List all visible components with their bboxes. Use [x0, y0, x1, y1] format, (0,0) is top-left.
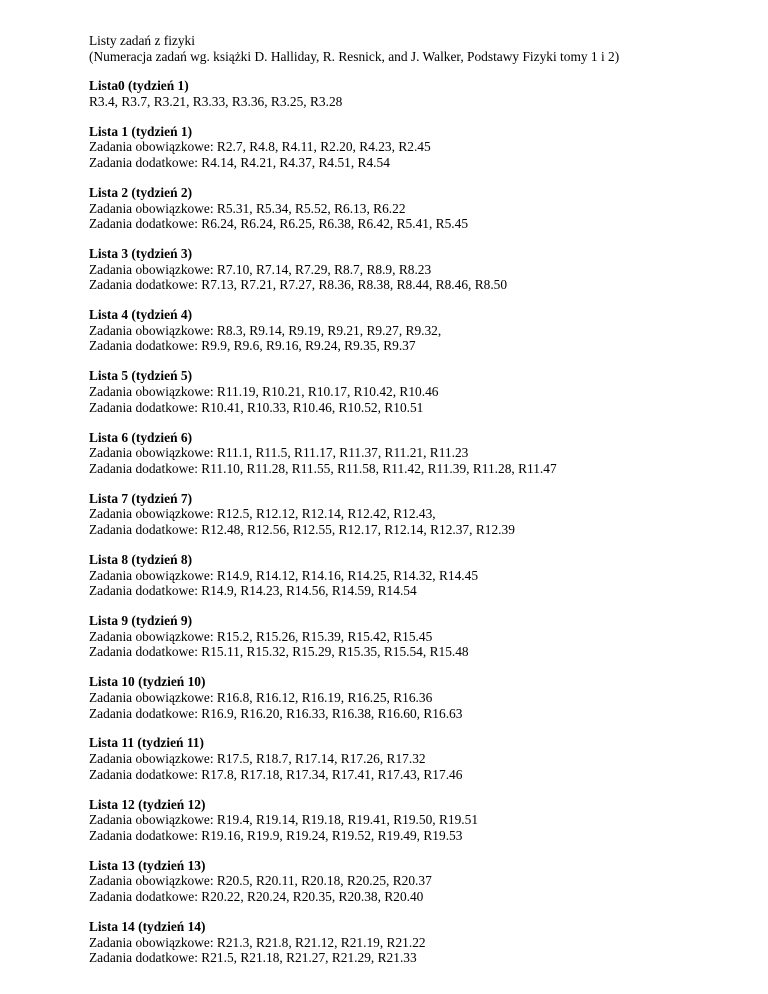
task-list-line: Zadania obowiązkowe: R2.7, R4.8, R4.11, R2.20, R4.23, R2.45 [89, 139, 431, 155]
document-subtitle: (Numeracja zadań wg. książki D. Halliday, R. Resnick, and J. Walker, Podstawy Fizyki tomy 1 i 2) [89, 48, 620, 64]
task-list-line: Zadania obowiązkowe: R17.5, R18.7, R17.14, R17.26, R17.32 [89, 751, 426, 767]
task-list-line: Zadania obowiązkowe: R11.19, R10.21, R10.17, R10.42, R10.46 [89, 384, 439, 400]
task-list-line: Zadania dodatkowe: R4.14, R4.21, R4.37, R4.51, R4.54 [89, 154, 390, 170]
task-list-line: Zadania obowiązkowe: R12.5, R12.12, R12.14, R12.42, R12.43, [89, 506, 436, 522]
document-page [89, 33, 749, 980]
task-list-line: Zadania obowiązkowe: R5.31, R5.34, R5.52, R6.13, R6.22 [89, 200, 406, 216]
task-list-title: Lista 10 (tydzień 10) [89, 674, 206, 690]
task-list-line: Zadania dodatkowe: R10.41, R10.33, R10.46, R10.52, R10.51 [89, 399, 424, 415]
task-list-section [89, 124, 749, 171]
task-list-title: Lista0 (tydzień 1) [89, 78, 189, 94]
task-list-line: Zadania dodatkowe: R16.9, R16.20, R16.33, R16.38, R16.60, R16.63 [89, 705, 463, 721]
task-list-section [89, 246, 749, 293]
task-list-line: Zadania dodatkowe: R7.13, R7.21, R7.27, R8.36, R8.38, R8.44, R8.46, R8.50 [89, 277, 508, 293]
task-list-line: Zadania dodatkowe: R11.10, R11.28, R11.55, R11.58, R11.42, R11.39, R11.28, R11.47 [89, 460, 557, 476]
task-list-title: Lista 8 (tydzień 8) [89, 551, 193, 567]
task-list-line: Zadania obowiązkowe: R20.5, R20.11, R20.18, R20.25, R20.37 [89, 873, 432, 889]
task-list-title: Lista 11 (tydzień 11) [89, 735, 204, 751]
task-list-line: Zadania dodatkowe: R19.16, R19.9, R19.24, R19.52, R19.49, R19.53 [89, 827, 463, 843]
task-list-section [89, 797, 749, 844]
task-list-line: R3.4, R3.7, R3.21, R3.33, R3.36, R3.25, R3.28 [89, 93, 343, 109]
task-list-line: Zadania dodatkowe: R12.48, R12.56, R12.55, R12.17, R12.14, R12.37, R12.39 [89, 521, 515, 537]
task-list-title: Lista 4 (tydzień 4) [89, 307, 193, 323]
task-list-title: Lista 1 (tydzień 1) [89, 123, 193, 139]
task-list-section [89, 613, 749, 660]
document-title: Listy zadań z fizyki [89, 33, 195, 48]
task-list-line: Zadania dodatkowe: R6.24, R6.24, R6.25, R6.38, R6.42, R5.41, R5.45 [89, 216, 469, 232]
task-list-section [89, 368, 749, 415]
task-list-line: Zadania obowiązkowe: R8.3, R9.14, R9.19, R9.21, R9.27, R9.32, [89, 322, 442, 338]
task-list-title: Lista 14 (tydzień 14) [89, 919, 206, 934]
task-list-line: Zadania dodatkowe: R17.8, R17.18, R17.34, R17.41, R17.43, R17.46 [89, 766, 463, 782]
task-list-line: Zadania dodatkowe: R9.9, R9.6, R9.16, R9.24, R9.35, R9.37 [89, 338, 416, 354]
task-list-title: Lista 2 (tydzień 2) [89, 184, 193, 200]
task-list-section [89, 552, 749, 599]
task-list-line: Zadania dodatkowe: R15.11, R15.32, R15.29, R15.35, R15.54, R15.48 [89, 644, 469, 660]
task-list-section [89, 307, 749, 354]
task-list-line: Zadania obowiązkowe: R16.8, R16.12, R16.19, R16.25, R16.36 [89, 689, 433, 705]
task-list-title: Lista 3 (tydzień 3) [89, 246, 193, 262]
task-list-line: Zadania obowiązkowe: R15.2, R15.26, R15.39, R15.42, R15.45 [89, 628, 433, 644]
task-list-section [89, 185, 749, 232]
task-list-line: Zadania dodatkowe: R14.9, R14.23, R14.56, R14.59, R14.54 [89, 583, 417, 599]
task-list-section [89, 78, 749, 109]
task-list-title: Lista 13 (tydzień 13) [89, 857, 206, 873]
task-list-title: Lista 7 (tydzień 7) [89, 490, 193, 506]
task-list-line: Zadania dodatkowe: R20.22, R20.24, R20.35, R20.38, R20.40 [89, 889, 424, 905]
task-list-title: Lista 6 (tydzień 6) [89, 429, 193, 445]
task-list-section [89, 919, 749, 966]
task-list-section [89, 674, 749, 721]
task-list-line: Zadania obowiązkowe: R14.9, R14.12, R14.16, R14.25, R14.32, R14.45 [89, 567, 479, 583]
task-list-section [89, 491, 749, 538]
task-list-line: Zadania obowiązkowe: R21.3, R21.8, R21.12, R21.19, R21.22 [89, 934, 426, 950]
task-list-section [89, 858, 749, 905]
task-list-title: Lista 12 (tydzień 12) [89, 796, 206, 812]
task-list-line: Zadania obowiązkowe: R7.10, R7.14, R7.29, R8.7, R8.9, R8.23 [89, 261, 432, 277]
task-list-line: Zadania obowiązkowe: R11.1, R11.5, R11.17, R11.37, R11.21, R11.23 [89, 445, 469, 461]
task-list-title: Lista 9 (tydzień 9) [89, 613, 193, 629]
task-list-line: Zadania dodatkowe: R21.5, R21.18, R21.27, R21.29, R21.33 [89, 950, 417, 966]
task-list-section [89, 735, 749, 782]
document-header [89, 33, 749, 64]
task-list-title: Lista 5 (tydzień 5) [89, 368, 193, 384]
task-list-line: Zadania obowiązkowe: R19.4, R19.14, R19.18, R19.41, R19.50, R19.51 [89, 812, 479, 828]
task-lists [89, 78, 749, 966]
task-list-section [89, 430, 749, 477]
